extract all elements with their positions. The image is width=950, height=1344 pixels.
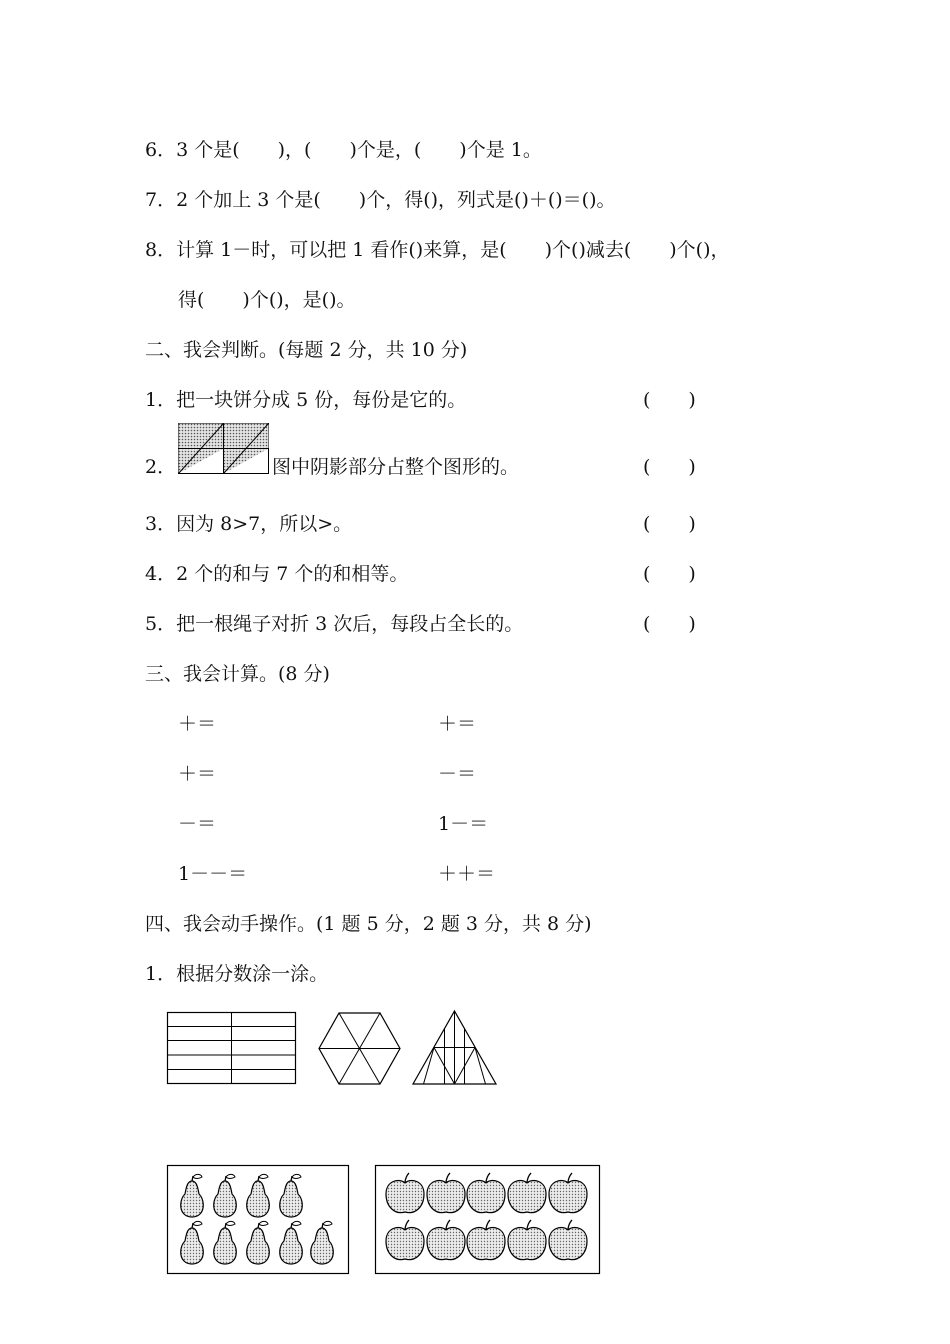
calc-right-2: －＝: [438, 763, 477, 785]
judge-blank-3[interactable]: ( ): [643, 513, 696, 535]
judge-item-2-text: 图中阴影部分占整个图形的。: [272, 456, 520, 478]
judge-item-1: 1．把一块饼分成 5 份，每份是它的。: [145, 389, 467, 411]
question-8-line1: 8．计算 1－时，可以把 1 看作()来算，是( )个()减去( )个()，: [145, 239, 730, 261]
calc-right-4: ＋＋＝: [438, 863, 496, 885]
judge-blank-4[interactable]: ( ): [643, 563, 696, 585]
apples-box-figure[interactable]: [375, 1165, 601, 1275]
section4-question-1: 1．根据分数涂一涂。: [145, 963, 329, 985]
calc-left-1: ＋＝: [178, 713, 217, 735]
triangle-figure[interactable]: [412, 1010, 498, 1086]
judge-item-2-number: 2．: [145, 456, 177, 478]
judge-item-3: 3．因为 8>7，所以>。: [145, 513, 353, 535]
hexagon-figure[interactable]: [318, 1012, 402, 1086]
section3-heading: 三、我会计算。(8 分): [145, 663, 330, 685]
question-7: 7．2 个加上 3 个是( )个，得()，列式是()＋()＝()。: [145, 189, 616, 211]
shaded-rectangle-figure: [178, 423, 270, 475]
grid-rectangle-figure[interactable]: [167, 1012, 297, 1086]
calc-left-3: －＝: [178, 813, 217, 835]
pears-box-figure[interactable]: [167, 1165, 350, 1275]
judge-item-5: 5．把一根绳子对折 3 次后，每段占全长的。: [145, 613, 524, 635]
question-8-line2: 得( )个()，是()。: [178, 289, 356, 311]
section2-heading: 二、我会判断。(每题 2 分，共 10 分): [145, 339, 468, 361]
judge-blank-5[interactable]: ( ): [643, 613, 696, 635]
section4-heading: 四、我会动手操作。(1 题 5 分，2 题 3 分，共 8 分): [145, 913, 592, 935]
calc-left-2: ＋＝: [178, 763, 217, 785]
question-6: 6．3 个是( )，( )个是，( )个是 1。: [145, 139, 542, 161]
calc-left-4: 1－－＝: [178, 863, 248, 885]
calc-right-3: 1－＝: [438, 813, 489, 835]
judge-item-4: 4．2 个的和与 7 个的和相等。: [145, 563, 409, 585]
judge-blank-2[interactable]: ( ): [643, 456, 696, 478]
judge-blank-1[interactable]: ( ): [643, 389, 696, 411]
calc-right-1: ＋＝: [438, 713, 477, 735]
